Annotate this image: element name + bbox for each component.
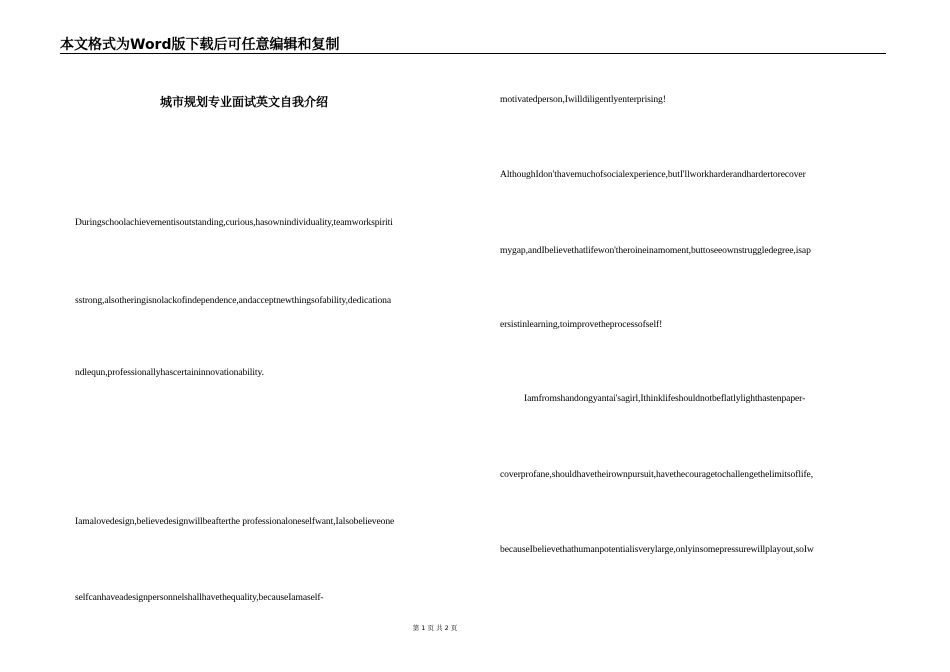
paragraph-line: sstrong,alsotheringisnolackofindependence,andacceptnewthingsofability,dedicationa — [75, 295, 392, 306]
paragraph-line: Iamfromshandongyantai'sagirl,Ithinklifeshouldnotbeflatlylighthastenpaper- — [524, 393, 806, 404]
paragraph-line: Iamalovedesign,believedesignwillbeafterthe professionaloneselfwant,Ialsobelieveone — [75, 516, 395, 527]
paragraph-line: AlthoughIdon'thavemuchofsocialexperience,butI'llworkharderandhardertorecover — [500, 169, 806, 180]
page-number-footer: 第 1 页 共 2 页 — [412, 624, 458, 632]
paragraph-line: coverprofane,shouldhavetheirownpursuit,havethecouragetochallengethelimitsoflife, — [500, 469, 814, 480]
paragraph-line: motivatedperson,Iwilldiligentlyenterprising! — [500, 94, 666, 105]
paragraph-line: ndlequn,professionallyhascertaininnovationability. — [75, 367, 264, 378]
paragraph-line: becauseIbelievethathumanpotentialisverylarge,onlyinsomepressurewillplayout,soIw — [500, 544, 814, 555]
paragraph-line: Duringschoolachievementisoutstanding,curious,hasownindividuality,teamworkspiriti — [75, 217, 393, 228]
header-divider — [60, 53, 886, 54]
page-header-title: 本文格式为Word版下载后可任意编辑和复制 — [60, 37, 340, 53]
document-title: 城市规划专业面试英文自我介绍 — [160, 95, 329, 109]
paragraph-line: ersistinlearning,toimprovetheprocessofself! — [500, 319, 663, 330]
paragraph-line: selfcanhaveadesignpersonnelshallhavethequality,becauseIamaself- — [75, 592, 324, 603]
paragraph-line: mygap,andIbelievethatlifewon'theroineinamoment,buttoseeownstruggledegree,isap — [500, 245, 811, 256]
